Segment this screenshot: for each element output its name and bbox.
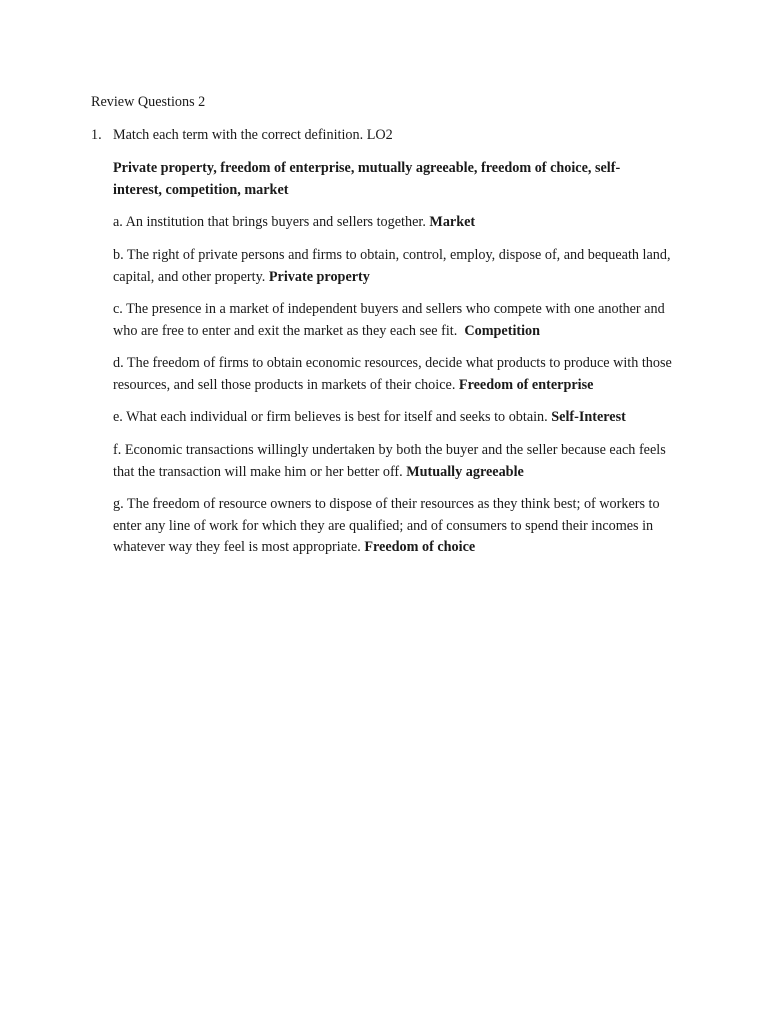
definition-text: a. An institution that brings buyers and sellers together.	[113, 214, 426, 230]
definition-answer: Market	[429, 214, 476, 230]
definition-answer: Freedom of choice	[364, 539, 476, 555]
definition-item-f	[113, 440, 683, 483]
definition-answer: Freedom of enterprise	[458, 376, 594, 393]
definition-item-d	[113, 353, 683, 396]
term-list	[113, 158, 673, 201]
definition-text: f. Economic transactions willingly undertaken by both the buyer and the seller because each feels that the transaction will make him or her better off.	[113, 442, 666, 480]
question-1	[91, 125, 691, 147]
definition-text: g. The freedom of resource owners to dispose of their resources as they think best; of workers to enter any line of work for which they are qualified; and of consumers to spend their incomes in whatever way they feel is most appropriate.	[113, 496, 660, 555]
definition-text: d. The freedom of firms to obtain economic resources, decide what products to produce with those resources, and sell those products in markets of their choice.	[113, 355, 672, 393]
term-list-line-1: Private property, freedom of enterprise, mutually agreeable, freedom of choice, self-	[113, 160, 621, 176]
definition-answer: Mutually agreeable	[406, 463, 524, 480]
term-list-line-2: interest, competition, market	[113, 181, 289, 198]
document-title: Review Questions 2	[91, 94, 206, 110]
definition-text: e. What each individual or firm believes is best for itself and seeks to obtain.	[113, 409, 548, 425]
question-number: 1.	[91, 127, 102, 143]
definition-item-b	[113, 245, 683, 288]
definition-answer: Competition	[464, 322, 541, 339]
definition-item-e	[113, 407, 683, 429]
definition-answer: Self-Interest	[551, 409, 626, 425]
definition-item-c	[113, 299, 683, 342]
definition-text: c. The presence in a market of independent buyers and sellers who compete with one another and who are free to enter and exit the market as they each see fit.	[113, 301, 665, 339]
definition-item-g	[113, 494, 683, 559]
definition-text: b. The right of private persons and firms to obtain, control, employ, dispose of, and bequeath land, capital, and other property.	[113, 247, 671, 285]
definition-answer: Private property	[268, 268, 370, 285]
definition-item-a	[113, 212, 683, 234]
question-prompt: Match each term with the correct definition. LO2	[113, 127, 393, 143]
